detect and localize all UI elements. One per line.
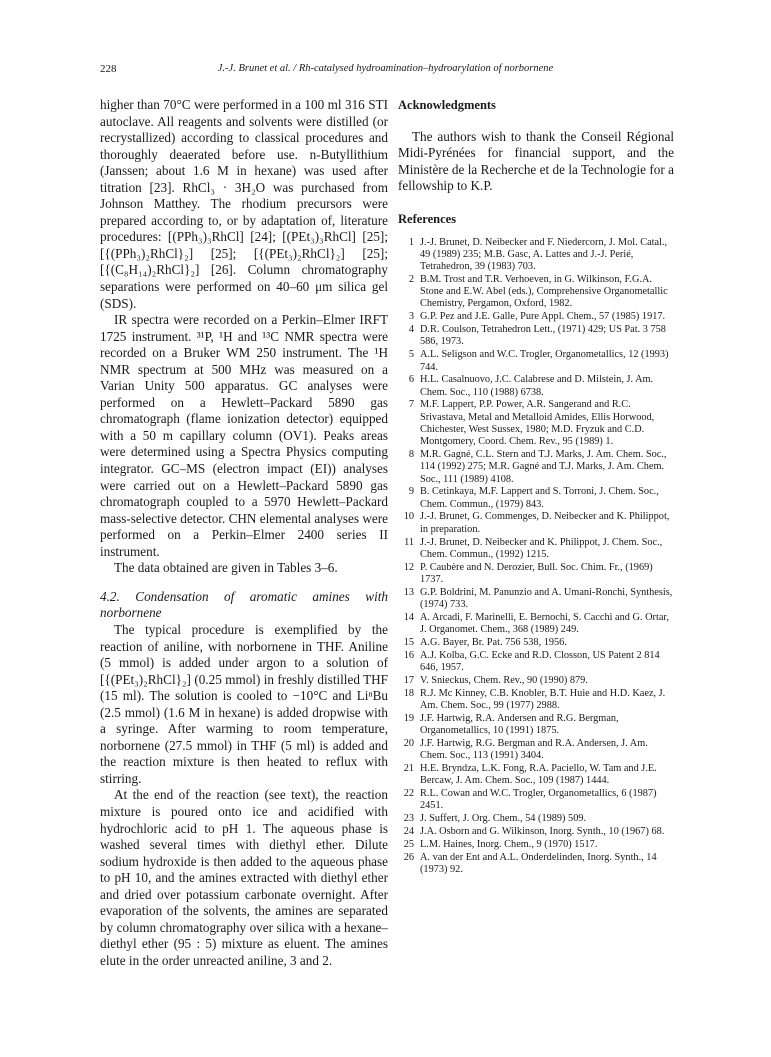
- reference-item: [398, 511, 674, 536]
- reference-text: D.R. Coulson, Tetrahedron Lett., (1971) 429; US Pat. 3 758 586, 1973.: [420, 324, 666, 348]
- reference-item: [398, 738, 674, 763]
- reference-text: A.G. Bayer, Br. Pat. 756 538, 1956.: [420, 636, 567, 648]
- reference-item: [398, 274, 674, 311]
- reference-item: [398, 675, 674, 687]
- reference-item: [398, 449, 674, 486]
- right-column: [398, 97, 674, 877]
- reference-number: 5: [408, 349, 414, 361]
- reference-text: B. Cetinkaya, M.F. Lappert and S. Torroni, J. Chem. Soc., Chem. Commun., (1979) 843.: [420, 486, 659, 510]
- reference-number: 24: [403, 826, 414, 838]
- reference-item: [398, 763, 674, 788]
- reference-item: [398, 637, 674, 649]
- references-heading: References: [398, 211, 457, 226]
- reference-number: 16: [403, 649, 414, 661]
- reference-text: G.P. Boldrini, M. Panunzio and A. Umani-Ronchi, Synthesis, (1974) 733.: [420, 586, 673, 610]
- reference-number: 3: [408, 311, 414, 323]
- reference-item: [398, 237, 674, 274]
- reference-number: 19: [403, 712, 414, 724]
- reference-text: A. van der Ent and A.L. Onderdelinden, Inorg. Synth., 14 (1973) 92.: [420, 851, 657, 875]
- reference-number: 6: [408, 374, 414, 386]
- reference-number: 14: [403, 611, 414, 623]
- reference-text: L.M. Haines, Inorg. Chem., 9 (1970) 1517.: [420, 838, 598, 850]
- reference-number: 1: [408, 236, 414, 248]
- reference-number: 12: [403, 561, 414, 573]
- reference-text: A.L. Seligson and W.C. Trogler, Organometallics, 12 (1993) 744.: [420, 349, 669, 373]
- reference-number: 17: [403, 674, 414, 686]
- reference-item: [398, 562, 674, 587]
- reference-item: [398, 650, 674, 675]
- reference-item: [398, 612, 674, 637]
- reference-number: 10: [403, 511, 414, 523]
- page-header: [0, 63, 771, 79]
- reference-text: A.J. Kolba, G.C. Ecke and R.D. Closson, US Patent 2 814 646, 1957.: [420, 649, 660, 674]
- procedure-paragraph-2: At the end of the reaction (see text), the reaction mixture is poured onto ice and acidified with hydrochloric acid to pH 1. The aqueous phase is washed several times with diethyl ether. Dilute sodium hydroxide is then added to the aqueous phase to pH 10, and the amines extracted with diethyl ether and dried over potassium carbonate overnight. After evaporation of the solvents, the amines are separated by column chromatography over silica with a hexane–diethyl ether (95 : 5) mixture as eluent. The amines elute in the order unreacted aniline, 3 and 2.: [100, 787, 388, 968]
- reference-text: J.F. Hartwig, R.A. Andersen and R.G. Bergman, Organometallics, 10 (1991) 1875.: [420, 712, 619, 737]
- section-title: 4.2. Condensation of aromatic amines with norbornene: [100, 588, 388, 621]
- reference-item: [398, 374, 674, 399]
- reference-text: J.-J. Brunet, D. Neibecker and F. Niedercorn, J. Mol. Catal., 49 (1989) 235; M.B. Gasc, A. Lattes and J.-J. Perié, Tetrahedron, 39 (1983) 703.: [420, 236, 668, 273]
- reference-number: 26: [403, 851, 414, 863]
- acknowledgments-heading: Acknowledgments: [398, 98, 496, 112]
- reference-item: [398, 349, 674, 374]
- reference-item: [398, 324, 674, 349]
- reference-item: [398, 587, 674, 612]
- references-list: [398, 237, 674, 877]
- reference-item: [398, 537, 674, 562]
- reference-text: H.E. Bryndza, L.K. Fong, R.A. Paciello, W. Tam and J.E. Bercaw, J. Am. Chem. Soc., 109 (1987) 1444.: [420, 763, 657, 787]
- reference-number: 11: [404, 536, 414, 548]
- reference-item: [398, 826, 674, 838]
- reference-number: 22: [403, 788, 414, 800]
- reference-text: B.M. Trost and T.R. Verhoeven, in G. Wilkinson, F.G.A. Stone and E.W. Abel (eds.), Comprehensive Organometallic Chemistry, Pergamon, Oxford, 1982.: [420, 273, 668, 310]
- reference-text: J. Suffert, J. Org. Chem., 54 (1989) 509.: [420, 813, 587, 825]
- reference-text: P. Caubère and N. Derozier, Bull. Soc. Chim. Fr., (1969) 1737.: [420, 561, 653, 585]
- reference-number: 2: [408, 273, 414, 285]
- reference-number: 25: [403, 838, 414, 850]
- reference-text: R.L. Cowan and W.C. Trogler, Organometallics, 6 (1987) 2451.: [420, 788, 657, 812]
- reference-item: [398, 839, 674, 851]
- reference-item: [398, 486, 674, 511]
- reference-item: [398, 688, 674, 713]
- reference-text: M.F. Lappert, P.P. Power, A.R. Sangerand and R.C. Srivastava, Metal and Metalloid Amides, Ellis Horwood, Chichester, West Sussex, 1980; M.D. Fryzuk and C.D. Montgomery, Coord. Chem. Rev., 95 (1989) 1.: [420, 399, 655, 448]
- reference-number: 18: [403, 687, 414, 699]
- reference-text: R.J. Mc Kinney, C.B. Knobler, B.T. Huie and H.D. Kaez, J. Am. Chem. Soc., 99 (1977) 2988.: [420, 687, 666, 711]
- reference-text: G.P. Pez and J.E. Galle, Pure Appl. Chem., 57 (1985) 1917.: [420, 311, 666, 323]
- reference-text: J.-J. Brunet, G. Commenges, D. Neibecker and K. Philippot, in preparation.: [420, 511, 670, 535]
- reference-number: 7: [408, 399, 414, 411]
- reference-number: 4: [408, 324, 414, 336]
- reference-number: 21: [403, 763, 414, 774]
- reference-item: [398, 813, 674, 825]
- reference-number: 9: [408, 486, 414, 498]
- reference-number: 20: [403, 737, 414, 749]
- procedure-paragraph-1: The typical procedure is exemplified by the reaction of aniline, with norbornene in THF. Aniline (5 mmol) is added under argon to a solution of [{(PEt₃)₂RhCl}₂] (0.25 mmol) in freshly distilled THF (15 ml). The solution is cooled to −10°C and LiⁿBu (2.5 mmol) (1.6 M in hexane) is added dropwise with a syringe. After warming to room temperature, norbornene (27.5 mmol) in THF (5 ml) is added and the reaction mixture is then heated to reflux with stirring.: [100, 621, 388, 786]
- reference-text: J.A. Osborn and G. Wilkinson, Inorg. Synth., 10 (1967) 68.: [420, 826, 665, 838]
- page-number: 228: [100, 63, 117, 75]
- acknowledgments-text: The authors wish to thank the Conseil Régional Midi-Pyrénées for financial support, and the Ministère de la Recherche et de la Technologie for a fellowship to K.P.: [398, 129, 674, 194]
- experimental-paragraph-3: The data obtained are given in Tables 3–6.: [114, 560, 338, 576]
- running-head: J.-J. Brunet et al. / Rh-catalysed hydroamination–hydroarylation of norbornene: [217, 63, 554, 74]
- reference-item: [398, 852, 674, 877]
- reference-text: A. Arcadi, F. Marinelli, E. Bernochi, S. Cacchi and G. Ortar, J. Organomet. Chem., 368 (1989) 249.: [420, 611, 669, 636]
- reference-item: [398, 399, 674, 448]
- experimental-paragraph-2: IR spectra were recorded on a Perkin–Elmer IRFT 1725 instrument. ³¹P, ¹H and ¹³C NMR spectra were recorded on a Bruker WM 250 instrument. The ¹H NMR spectrum at 500 MHz was measured on a Varian Unity 500 apparatus. GC analyses were performed on a Hewlett–Packard 5890 gas chromatograph (flame ionization detector) equipped with a 50 m capillary column (OV1). Peaks areas were determined using a Spectra Physics computing integrator. GC–MS (electron impact (EI)) analyses were carried out on a Hewlett–Packard 5890 gas chromatograph coupled to a 5970 Hewlett–Packard mass-selective detector. CHN elemental analyses were performed on a Perkin–Elmer 2400 series II instrument.: [100, 312, 388, 559]
- experimental-paragraph-1: higher than 70°C were performed in a 100 ml 316 STI autoclave. All reagents and solvents were distilled (or recrystallized) according to classical procedures and thoroughly deaerated before use. n-Butyllithium (Janssen; about 1.6 M in hexane) was used after titration [23]. RhCl₃ · 3H₂O was purchased from Johnson Matthey. The rhodium precursors were prepared according to, or by adaptation of, literature procedures: [(PPh₃)₃RhCl] [24]; [(PEt₃)₃RhCl] [25]; [{(PPh₃)₂RhCl}₂] [25]; [{(PEt₃)₂RhCl}₂] [25]; [{(C₈H₁₄)₂RhCl}₂] [26]. Column chromatography separations were performed on 40–60 μm silica gel (SDS).: [100, 97, 388, 311]
- reference-text: J.-J. Brunet, D. Neibecker and K. Philippot, J. Chem. Soc., Chem. Commun., (1992) 1215.: [420, 536, 663, 560]
- reference-number: 13: [403, 586, 414, 598]
- reference-number: 8: [408, 449, 414, 461]
- reference-item: [398, 311, 674, 323]
- reference-number: 23: [403, 813, 414, 825]
- left-column: [100, 97, 388, 969]
- reference-item: [398, 788, 674, 813]
- reference-number: 15: [403, 636, 414, 648]
- reference-item: [398, 713, 674, 738]
- reference-text: V. Snieckus, Chem. Rev., 90 (1990) 879.: [420, 674, 588, 686]
- reference-text: J.F. Hartwig, R.G. Bergman and R.A. Andersen, J. Am. Chem. Soc., 113 (1991) 3404.: [420, 737, 648, 762]
- reference-text: M.R. Gagné, C.L. Stern and T.J. Marks, J. Am. Chem. Soc., 114 (1992) 275; M.R. Gagné and T.J. Marks, J. Am. Chem. Soc., 111 (1989) 4108.: [420, 449, 667, 485]
- reference-text: H.L. Casalnuovo, J.C. Calabrese and D. Milstein, J. Am. Chem. Soc., 110 (1988) 6738.: [420, 374, 654, 398]
